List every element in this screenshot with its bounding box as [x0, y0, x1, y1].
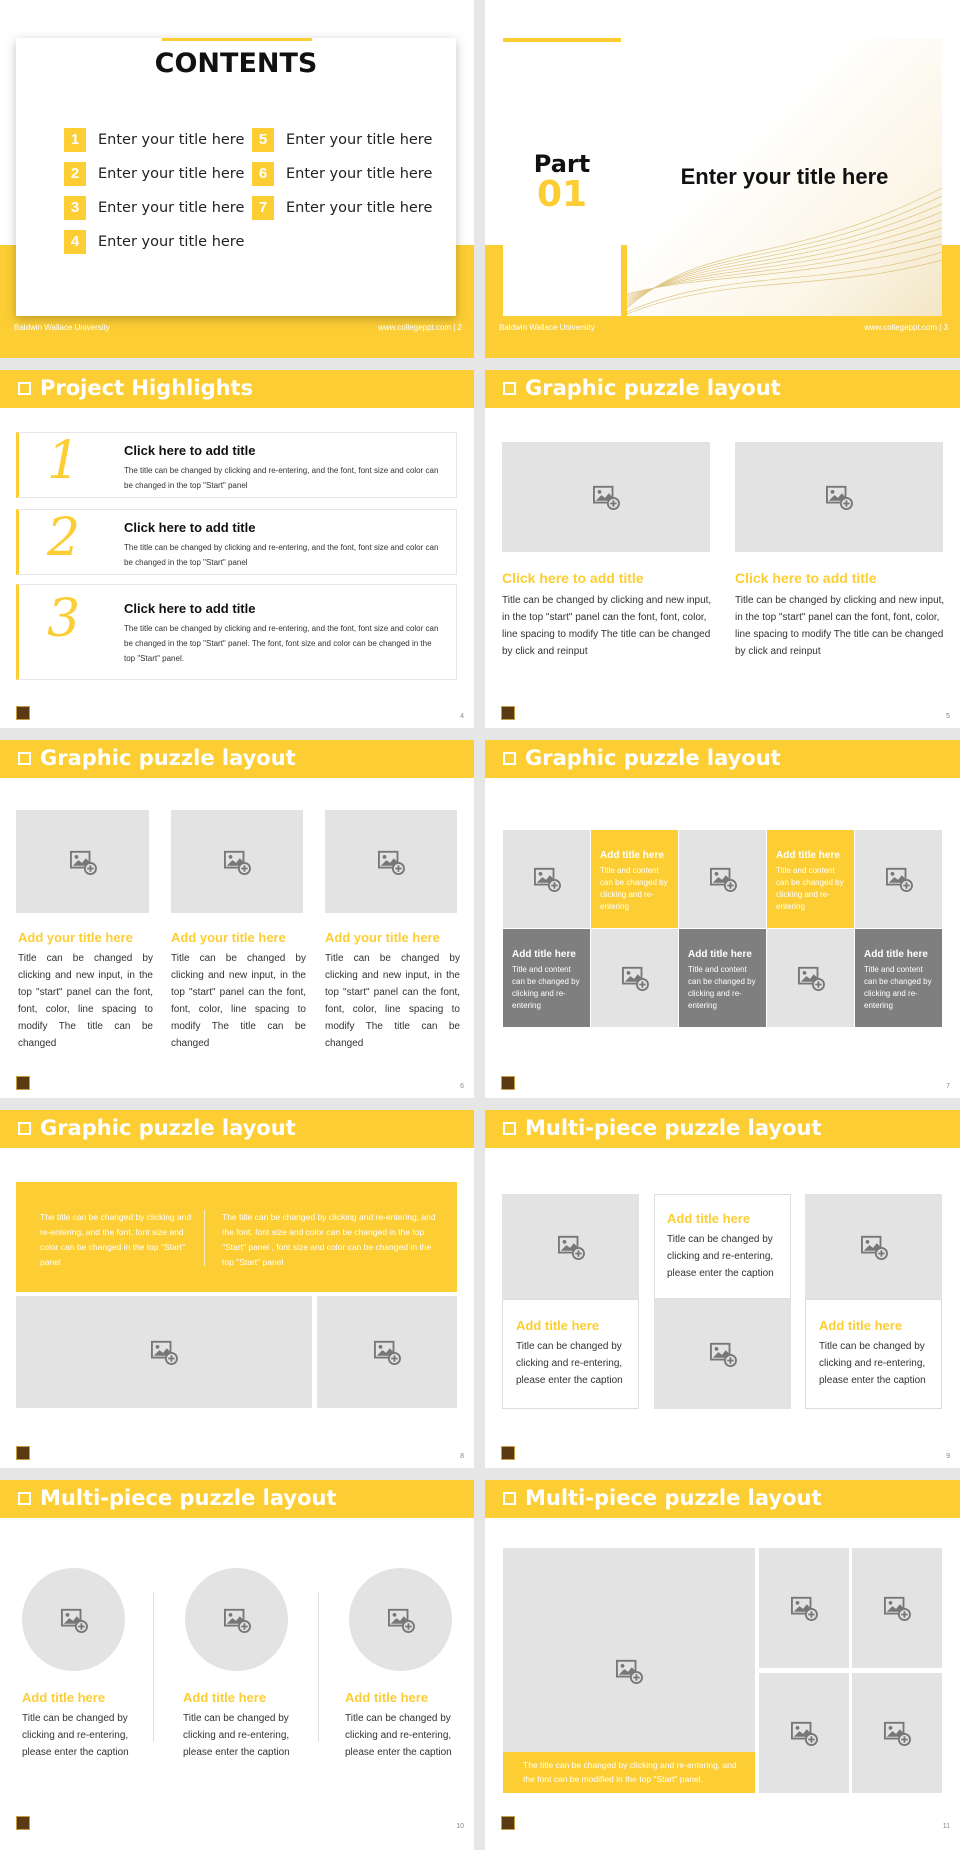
banner-divider — [204, 1210, 205, 1266]
checkbox-icon — [503, 752, 516, 765]
card-heading: Add title here — [667, 1211, 751, 1226]
contents-number-badge: 4 — [64, 230, 86, 254]
column-heading: Add your title here — [171, 930, 286, 945]
image-placeholder[interactable] — [502, 442, 710, 552]
text-tile — [679, 929, 766, 1027]
image-icon — [883, 1720, 911, 1746]
column-heading: Add title here — [345, 1690, 429, 1705]
slide-puzzle-3col — [0, 740, 474, 1098]
tile-heading: Add title here — [512, 949, 576, 960]
slide-next-partial — [0, 1838, 474, 1850]
image-placeholder[interactable] — [679, 830, 766, 928]
checker-grid — [503, 830, 945, 1028]
caption-card — [654, 1194, 791, 1299]
card-heading: Add title here — [819, 1318, 903, 1333]
slide-multi-circles — [0, 1480, 474, 1838]
university-logo — [501, 1076, 515, 1090]
slide-contents — [0, 0, 474, 358]
image-placeholder[interactable] — [502, 1194, 639, 1299]
image-placeholder[interactable] — [325, 810, 457, 913]
image-placeholder[interactable] — [591, 929, 678, 1027]
contents-item[interactable] — [64, 128, 244, 152]
contents-item-label: Enter your title here — [98, 166, 245, 182]
tile-heading: Add title here — [776, 850, 840, 861]
title-bar — [0, 740, 474, 778]
footer-site: www.collegeppt.com | 3 — [864, 323, 948, 332]
caption-banner — [503, 1752, 755, 1793]
page-number: 8 — [460, 1453, 464, 1460]
column-heading: Click here to add title — [735, 570, 877, 586]
slide-multi-cards — [485, 1110, 960, 1468]
column-body: Title can be changed by clicking and re-entering, please enter the caption — [345, 1713, 452, 1758]
circle-image-placeholder[interactable] — [22, 1568, 125, 1671]
image-placeholder[interactable] — [735, 442, 943, 552]
banner-text-right: The title can be changed by clicking and re-entering, and the font, font size and color can be changed in the top "Start" panel , font size and color can be changed in the top "Start" panel — [222, 1212, 436, 1267]
card-heading: Add title here — [516, 1318, 600, 1333]
checkbox-icon — [18, 1492, 31, 1505]
checkbox-icon — [503, 1492, 516, 1505]
image-placeholder[interactable] — [654, 1299, 791, 1409]
image-icon — [825, 484, 853, 510]
page-number: 6 — [460, 1083, 464, 1090]
tile-body: Title and content can be changed by clicking and re-entering — [688, 965, 756, 1010]
title-bar — [485, 1480, 960, 1518]
card-body: Title can be changed by clicking and re-entering, please enter the caption — [516, 1341, 623, 1386]
contents-item-label: Enter your title here — [98, 200, 245, 216]
contents-number-badge: 2 — [64, 162, 86, 186]
card-body: Title can be changed by clicking and re-entering, please enter the caption — [819, 1341, 926, 1386]
highlight-item — [16, 432, 457, 498]
image-icon — [60, 1607, 88, 1633]
contents-number-badge: 6 — [252, 162, 274, 186]
column-body: Title can be changed by clicking and new input, in the top "start" panel can the font, font, color, line spacing to modify The title can be changed — [325, 953, 460, 1049]
slide-highlights — [0, 370, 474, 728]
page-number: 7 — [946, 1083, 950, 1090]
title-bar — [0, 370, 474, 408]
slide-puzzle-checker — [485, 740, 960, 1098]
image-icon — [860, 1234, 888, 1260]
yellow-banner — [16, 1182, 457, 1292]
contents-item[interactable] — [252, 196, 432, 220]
image-icon — [373, 1339, 401, 1365]
image-placeholder[interactable] — [759, 1673, 849, 1793]
slide-title: Graphic puzzle layout — [40, 1116, 296, 1140]
highlight-number: 3 — [47, 589, 81, 649]
image-placeholder[interactable] — [855, 830, 942, 928]
column-body: Title can be changed by clicking and new input, in the top "start" panel can the font, font, color, line spacing to modify The title can be changed by click and reinput — [502, 595, 712, 657]
image-icon — [883, 1595, 911, 1621]
slide-title: Multi-piece puzzle layout — [40, 1486, 337, 1510]
circle-image-placeholder[interactable] — [185, 1568, 288, 1671]
page-number: 11 — [942, 1823, 950, 1830]
slide-title: Project Highlights — [40, 376, 254, 400]
image-icon — [885, 866, 913, 892]
image-icon — [377, 849, 405, 875]
checkbox-icon — [18, 1122, 31, 1135]
column-body: Title can be changed by clicking and re-entering, please enter the caption — [22, 1713, 129, 1758]
page-number: 10 — [456, 1823, 464, 1830]
image-icon — [223, 849, 251, 875]
column-body: Title can be changed by clicking and new input, in the top "start" panel can the font, font, color, line spacing to modify The title can be changed — [18, 953, 153, 1049]
highlight-heading: Click here to add title — [124, 520, 256, 535]
highlight-heading: Click here to add title — [124, 443, 256, 458]
slide-title: Graphic puzzle layout — [525, 746, 781, 770]
image-placeholder[interactable] — [16, 810, 149, 913]
caption-card — [502, 1299, 639, 1409]
column-body: Title can be changed by clicking and new input, in the top "start" panel can the font, font, color, line spacing to modify The title can be changed — [171, 953, 306, 1049]
page-number: 9 — [946, 1453, 950, 1460]
checkbox-icon — [503, 382, 516, 395]
checkbox-icon — [18, 382, 31, 395]
caption-card — [805, 1299, 942, 1409]
contents-item[interactable] — [64, 230, 244, 254]
image-placeholder[interactable] — [852, 1548, 942, 1668]
highlight-desc: The title can be changed by clicking and re-entering, and the font, font size and color can be changed in the top "Start" panel — [124, 466, 439, 490]
university-logo — [501, 706, 515, 720]
contents-item[interactable] — [64, 162, 244, 186]
card-body: Title can be changed by clicking and re-entering, please enter the caption — [667, 1234, 774, 1279]
highlight-heading: Click here to add title — [124, 601, 256, 616]
title-bar — [485, 370, 960, 408]
image-icon — [557, 1234, 585, 1260]
image-placeholder[interactable] — [759, 1548, 849, 1668]
image-placeholder[interactable] — [852, 1673, 942, 1793]
image-icon — [533, 866, 561, 892]
column-divider — [318, 1592, 319, 1742]
contents-item[interactable] — [64, 196, 244, 220]
part-label: Part — [533, 150, 591, 178]
image-icon — [223, 1607, 251, 1633]
image-icon — [709, 866, 737, 892]
part-title: Enter your title here — [680, 164, 889, 189]
page-number: 4 — [460, 713, 464, 720]
image-placeholder[interactable] — [171, 810, 303, 913]
text-tile — [855, 929, 942, 1027]
image-placeholder[interactable] — [767, 929, 854, 1027]
university-logo — [501, 1816, 515, 1830]
column-heading: Add your title here — [325, 930, 440, 945]
tile-body: Title and content can be changed by clicking and re-entering — [776, 866, 844, 911]
university-logo — [16, 706, 30, 720]
slide-part — [485, 0, 960, 358]
text-tile — [503, 929, 590, 1027]
title-bar — [0, 1480, 474, 1518]
contents-title: CONTENTS — [154, 48, 318, 79]
image-placeholder[interactable] — [503, 830, 590, 928]
contents-item-label: Enter your title here — [286, 166, 433, 182]
contents-item[interactable] — [252, 128, 432, 152]
column-heading: Add title here — [22, 1690, 106, 1705]
page-number: 5 — [946, 713, 950, 720]
tile-heading: Add title here — [688, 949, 752, 960]
title-bar — [0, 1110, 474, 1148]
checkbox-icon — [18, 752, 31, 765]
contents-item-label: Enter your title here — [286, 132, 433, 148]
highlight-item — [16, 509, 457, 575]
checkbox-icon — [503, 1122, 516, 1135]
contents-item-label: Enter your title here — [98, 132, 245, 148]
column-divider — [153, 1592, 154, 1742]
slide-title: Multi-piece puzzle layout — [525, 1486, 822, 1510]
image-icon — [387, 1607, 415, 1633]
image-icon — [592, 484, 620, 510]
image-icon — [709, 1341, 737, 1367]
footer-site: www.collegeppt.com | 2 — [378, 323, 462, 332]
contents-number-badge: 5 — [252, 128, 274, 152]
image-icon — [69, 849, 97, 875]
university-logo — [16, 1446, 30, 1460]
highlight-desc: The title can be changed by clicking and re-entering, and the font, font size and color can be changed in the top "Start" panel. The font, font size and color can be changed in the top "Start" panel. — [124, 624, 439, 663]
text-tile — [591, 830, 678, 928]
part-number: 01 — [536, 174, 588, 215]
university-logo — [501, 1446, 515, 1460]
image-icon — [150, 1339, 178, 1365]
highlight-item — [16, 584, 457, 680]
footer-university: Baldwin Wallace University — [14, 323, 110, 332]
part-hero — [627, 38, 942, 316]
contents-number-badge: 7 — [252, 196, 274, 220]
image-icon — [615, 1658, 643, 1684]
part-panel — [503, 38, 621, 316]
column-body: Title can be changed by clicking and re-entering, please enter the caption — [183, 1713, 290, 1758]
circle-image-placeholder[interactable] — [349, 1568, 452, 1671]
slide-puzzle-banner — [0, 1110, 474, 1468]
title-bar — [485, 1110, 960, 1148]
highlight-desc: The title can be changed by clicking and re-entering, and the font, font size and color can be changed in the top "Start" panel — [124, 543, 439, 567]
banner-text-left: The title can be changed by clicking and re-entering, and the font, font size and color can be changed in the top "Start" panel — [40, 1212, 192, 1267]
contents-number-badge: 3 — [64, 196, 86, 220]
contents-card — [16, 38, 456, 316]
university-logo — [16, 1076, 30, 1090]
image-icon — [790, 1595, 818, 1621]
slide-multi-mosaic — [485, 1480, 960, 1838]
contents-number-badge: 1 — [64, 128, 86, 152]
slide-title: Graphic puzzle layout — [40, 746, 296, 770]
footer-university: Baldwin Wallace University — [499, 323, 595, 332]
image-icon — [797, 965, 825, 991]
column-heading: Click here to add title — [502, 570, 644, 586]
image-icon — [790, 1720, 818, 1746]
column-heading: Add your title here — [18, 930, 133, 945]
tile-body: Title and content can be changed by clicking and re-entering — [512, 965, 580, 1010]
title-accent — [162, 38, 312, 41]
image-placeholder[interactable] — [16, 1296, 312, 1408]
contents-item-label: Enter your title here — [98, 234, 245, 250]
column-body: Title can be changed by clicking and new input, in the top "start" panel can the font, font, color, line spacing to modify The title can be changed by click and reinput — [735, 595, 945, 657]
tile-body: Title and content can be changed by clicking and re-entering — [600, 866, 668, 911]
slide-next-partial — [485, 1838, 960, 1850]
column-heading: Add title here — [183, 1690, 267, 1705]
text-tile — [767, 830, 854, 928]
university-logo — [16, 1816, 30, 1830]
image-placeholder[interactable] — [805, 1194, 942, 1299]
contents-item[interactable] — [252, 162, 432, 186]
title-bar — [485, 740, 960, 778]
slide-puzzle-2col — [485, 370, 960, 728]
tile-body: Title and content can be changed by clicking and re-entering — [864, 965, 932, 1010]
contents-item-label: Enter your title here — [286, 200, 433, 216]
slide-title: Graphic puzzle layout — [525, 376, 781, 400]
tile-heading: Add title here — [864, 949, 928, 960]
caption-text: The title can be changed by clicking and re-entering, and the font can be modified in the top "Start" panel. — [523, 1760, 737, 1784]
highlight-number: 2 — [47, 508, 81, 568]
tile-heading: Add title here — [600, 850, 664, 861]
slide-title: Multi-piece puzzle layout — [525, 1116, 822, 1140]
image-icon — [621, 965, 649, 991]
image-placeholder[interactable] — [317, 1296, 457, 1408]
highlight-number: 1 — [47, 431, 81, 491]
